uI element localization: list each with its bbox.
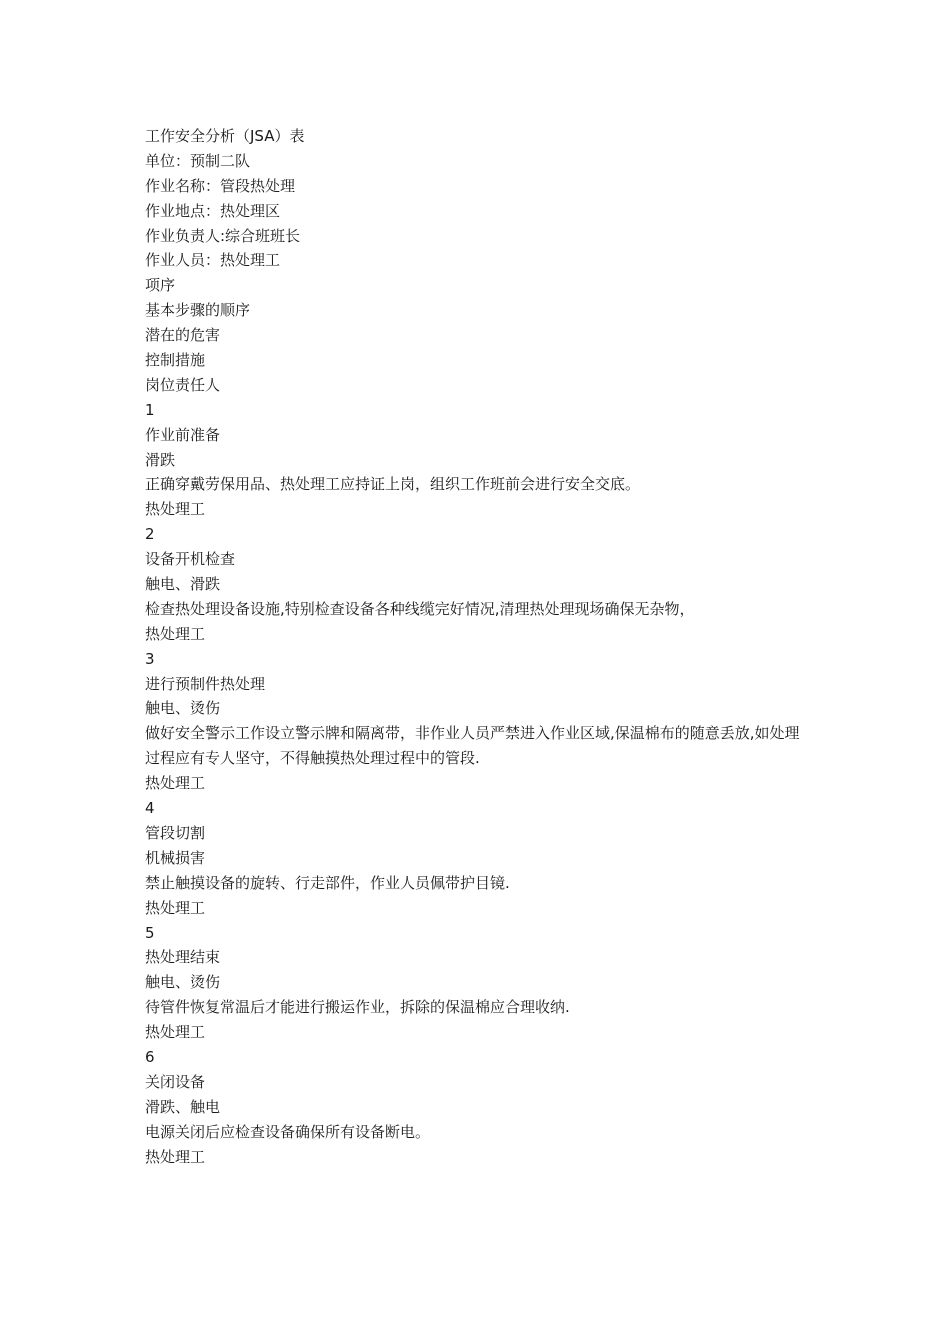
step-hazard: 机械损害	[145, 848, 206, 867]
step-owner: 热处理工	[145, 624, 206, 643]
document-title: 工作安全分析（JSA）表	[145, 127, 305, 145]
column-header-measure: 控制措施	[145, 351, 206, 370]
step-row-6	[145, 1045, 825, 1169]
unit-line: 单位：预制二队	[145, 151, 251, 170]
step-no: 4	[145, 799, 155, 818]
step-no: 6	[145, 1047, 155, 1066]
step-measure: 检查热处理设备设施,特别检查设备各种线缆完好情况,清理热处理现场确保无杂物，	[145, 599, 695, 618]
column-header-no: 项序	[145, 276, 176, 295]
location-line: 作业地点：热处理区	[145, 201, 281, 220]
step-hazard: 触电、滑跌	[145, 575, 221, 594]
step-row-3	[145, 647, 825, 796]
step-row-5	[145, 921, 825, 1045]
step-name: 作业前准备	[145, 425, 221, 444]
staff-line: 作业人员：热处理工	[145, 251, 281, 270]
step-row-1	[145, 398, 825, 522]
column-header-step: 基本步骤的顺序	[145, 301, 251, 320]
job-name-line: 作业名称：管段热处理	[145, 176, 296, 195]
step-no: 3	[145, 649, 155, 668]
step-name: 管段切割	[145, 823, 206, 842]
step-measure: 做好安全警示工作设立警示牌和隔离带，非作业人员严禁进入作业区域,保温棉布的随意丢放,如处理过程应有专人坚守，不得触摸热处理过程中的管段.	[145, 724, 800, 768]
step-owner: 热处理工	[145, 1023, 206, 1042]
step-name: 关闭设备	[145, 1072, 206, 1091]
step-row-4	[145, 796, 825, 920]
step-hazard: 滑跌	[145, 450, 176, 469]
step-measure: 待管件恢复常温后才能进行搬运作业，拆除的保温棉应合理收纳.	[145, 998, 570, 1017]
step-owner: 热处理工	[145, 1147, 206, 1166]
column-header-owner: 岗位责任人	[145, 375, 221, 394]
step-row-2	[145, 522, 825, 646]
step-owner: 热处理工	[145, 774, 206, 793]
step-measure: 电源关闭后应检查设备确保所有设备断电。	[145, 1122, 431, 1141]
step-hazard: 滑跌、触电	[145, 1097, 221, 1116]
step-measure: 正确穿戴劳保用品、热处理工应持证上岗，组织工作班前会进行安全交底。	[145, 475, 641, 494]
step-owner: 热处理工	[145, 898, 206, 917]
step-hazard: 触电、烫伤	[145, 973, 221, 992]
step-no: 1	[145, 400, 155, 419]
column-header-hazard: 潜在的危害	[145, 326, 221, 345]
leader-line: 作业负责人:综合班班长	[145, 226, 301, 245]
step-no: 5	[145, 923, 155, 942]
step-name: 热处理结束	[145, 948, 221, 967]
step-no: 2	[145, 525, 155, 544]
step-hazard: 触电、烫伤	[145, 699, 221, 718]
step-measure: 禁止触摸设备的旋转、行走部件，作业人员佩带护目镜.	[145, 873, 510, 892]
step-owner: 热处理工	[145, 500, 206, 519]
document-body	[145, 124, 825, 1169]
step-name: 进行预制件热处理	[145, 674, 266, 693]
step-name: 设备开机检查	[145, 550, 236, 569]
